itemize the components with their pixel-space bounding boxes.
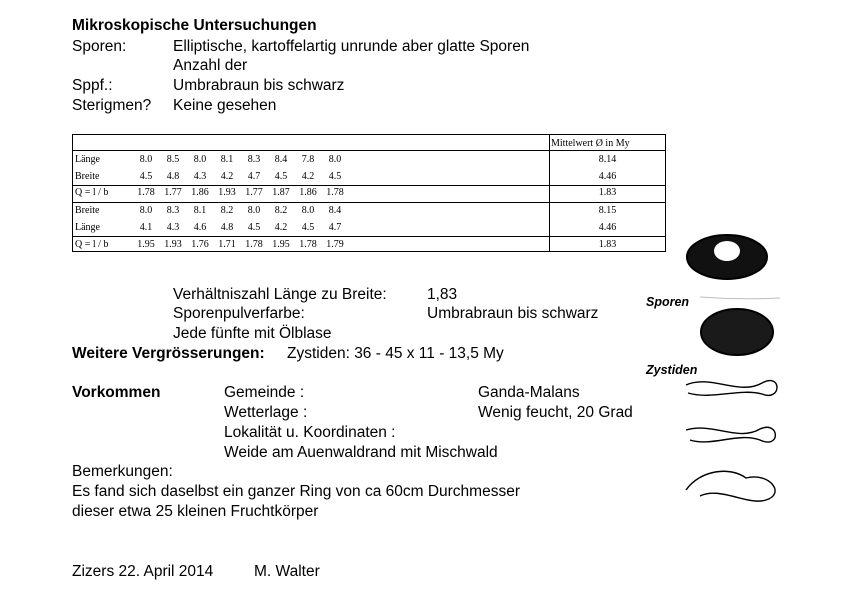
wetterlage-value: Wenig feucht, 20 Grad (478, 404, 633, 421)
scale-line (700, 297, 780, 299)
anzahl-text: Anzahl der (173, 57, 248, 74)
oil-note: Jede fünfte mit Ölblase (173, 325, 332, 342)
table-mean-cell: 8.14 (598, 154, 617, 165)
bemerkungen-line-1: Es fand sich daselbst ein ganzer Ring von ca 60cm Durchmesser (72, 483, 520, 500)
wetterlage-label: Wetterlage : (224, 404, 308, 421)
table-cell: 4.2 (220, 171, 234, 182)
sporen-label: Sporen: (72, 38, 127, 55)
gemeinde-label: Gemeinde : (224, 384, 305, 401)
table-cell: 1.78 (137, 187, 155, 198)
mean-header: Mittelwert Ø in My (551, 138, 630, 149)
author: M. Walter (254, 563, 320, 580)
bemerkungen-label: Bemerkungen: (72, 463, 173, 480)
table-cell: 1.95 (137, 239, 155, 250)
table-cell: 8.2 (274, 205, 288, 216)
table-cell: 8.0 (193, 154, 207, 165)
table-cell: 1.78 (245, 239, 263, 250)
table-cell: 4.7 (247, 171, 261, 182)
table-cell: 4.8 (166, 171, 180, 182)
oil-drop-sketch (714, 241, 740, 261)
table-cell: 4.2 (301, 171, 315, 182)
table-row-label: Q = l / b (75, 187, 109, 198)
table-cell: 1.77 (245, 187, 263, 198)
table-cell: 8.3 (166, 205, 180, 216)
table-cell: 4.3 (166, 222, 180, 233)
table-cell: 4.2 (274, 222, 288, 233)
table-cell: 4.5 (247, 222, 261, 233)
table-cell: 8.5 (166, 154, 180, 165)
lokalitaet-value: Weide am Auenwaldrand mit Mischwald (224, 444, 498, 461)
lokalitaet-label: Lokalität u. Koordinaten : (224, 424, 396, 441)
table-cell: 8.0 (247, 205, 261, 216)
sterigmen-text: Keine gesehen (173, 97, 277, 114)
table-cell: 8.1 (193, 205, 207, 216)
table-cell: 4.5 (301, 222, 315, 233)
sppf-label: Sppf.: (72, 77, 113, 94)
table-cell: 1.77 (164, 187, 182, 198)
table-mean-cell: 4.46 (598, 222, 617, 233)
table-cell: 8.3 (247, 154, 261, 165)
table-row-label: Q = l / b (75, 239, 109, 250)
micro-heading: Mikroskopische Untersuchungen (72, 17, 317, 34)
table-row-label: Breite (75, 205, 100, 216)
table-cell: 1.86 (299, 187, 317, 198)
table-cell: 4.7 (328, 222, 342, 233)
table-cell: 1.78 (299, 239, 317, 250)
table-cell: 8.4 (328, 205, 342, 216)
table-cell: 8.0 (139, 154, 153, 165)
table-mean-cell: 8.15 (598, 205, 617, 216)
table-cell: 7.8 (301, 154, 315, 165)
table-row-label: Länge (75, 222, 100, 233)
sterigmen-label: Sterigmen? (72, 97, 152, 114)
spore-color-label: Sporenpulverfarbe: (173, 305, 305, 322)
table-mean-cell: 1.83 (598, 239, 617, 250)
table-cell: 8.4 (274, 154, 288, 165)
cystidium-sketch-3 (686, 471, 775, 501)
cystidium-sketch-2 (686, 427, 775, 442)
table-mean-cell: 4.46 (598, 171, 617, 182)
sporen-text: Elliptische, kartoffelartig unrunde aber glatte Sporen (173, 38, 530, 55)
table-cell: 8.0 (301, 205, 315, 216)
table-cell: 4.5 (328, 171, 342, 182)
table-row-label: Länge (75, 154, 100, 165)
table-cell: 8.0 (139, 205, 153, 216)
table-cell: 1.95 (272, 239, 290, 250)
place-date: Zizers 22. April 2014 (72, 563, 214, 580)
spore-sketch-2 (701, 309, 773, 355)
table-cell: 1.87 (272, 187, 290, 198)
table-cell: 4.8 (220, 222, 234, 233)
table-cell: 4.5 (139, 171, 153, 182)
table-cell: 4.3 (193, 171, 207, 182)
zystiden-caption: Zystiden (646, 363, 698, 377)
table-cell: 4.6 (193, 222, 207, 233)
table-cell: 8.1 (220, 154, 234, 165)
table-cell: 1.76 (191, 239, 209, 250)
table-cell: 4.1 (139, 222, 153, 233)
vorkommen-heading: Vorkommen (72, 384, 161, 401)
table-cell: 1.71 (218, 239, 236, 250)
sporen-caption: Sporen (646, 295, 690, 309)
table-mean-cell: 1.83 (598, 187, 617, 198)
table-cell: 1.93 (218, 187, 236, 198)
table-cell: 1.79 (326, 239, 344, 250)
magnification-label: Weitere Vergrösserungen: (72, 345, 265, 362)
gemeinde-value: Ganda-Malans (478, 384, 580, 401)
ratio-label: Verhältniszahl Länge zu Breite: (173, 286, 387, 303)
table-cell: 1.86 (191, 187, 209, 198)
table-cell: 1.78 (326, 187, 344, 198)
spore-color-value: Umbrabraun bis schwarz (427, 305, 599, 322)
table-cell: 8.2 (220, 205, 234, 216)
table-cell: 1.93 (164, 239, 182, 250)
sppf-text: Umbrabraun bis schwarz (173, 77, 345, 94)
bemerkungen-line-2: dieser etwa 25 kleinen Fruchtkörper (72, 503, 319, 520)
table-cell: 4.5 (274, 171, 288, 182)
ratio-value: 1,83 (427, 286, 458, 303)
table-cell: 8.0 (328, 154, 342, 165)
table-row-label: Breite (75, 171, 100, 182)
cystidium-sketch-1 (686, 381, 777, 396)
magnification-value: Zystiden: 36 - 45 x 11 - 13,5 My (287, 345, 504, 362)
